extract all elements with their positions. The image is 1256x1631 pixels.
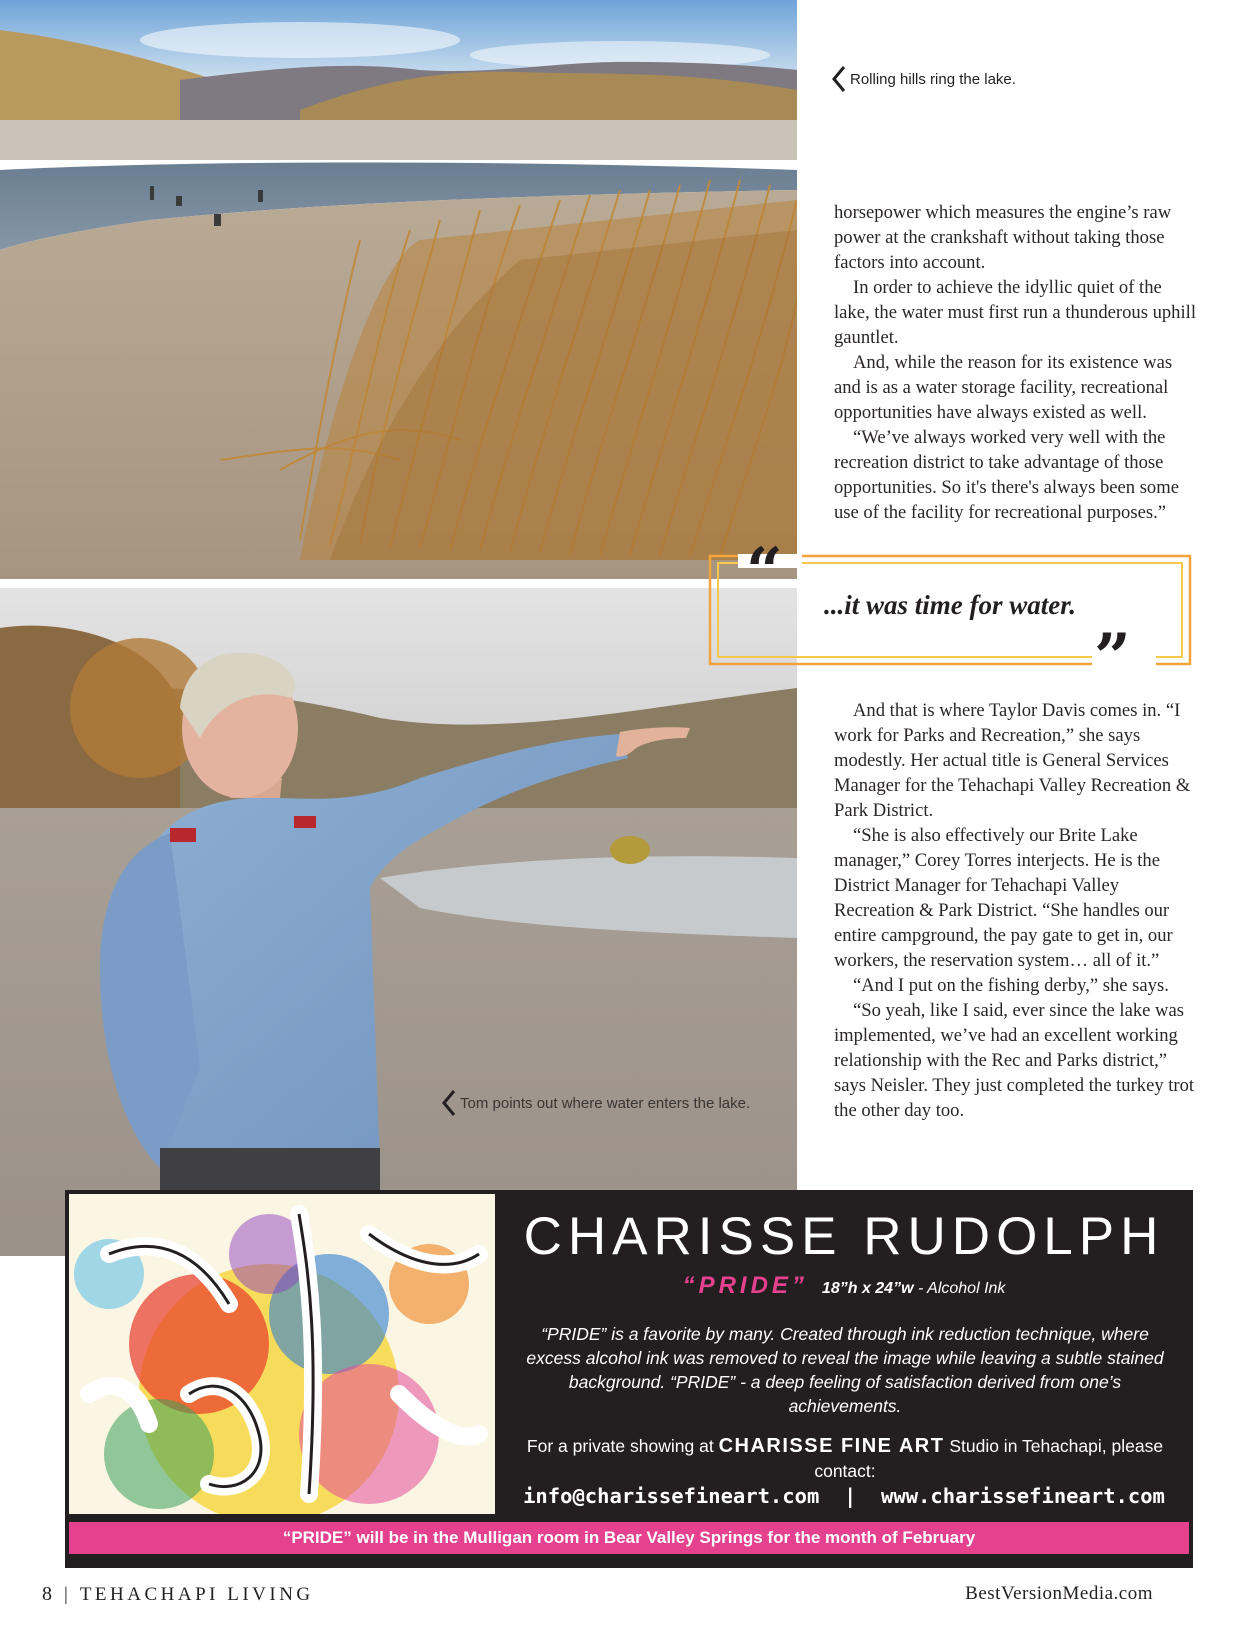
article-column-bottom bbox=[834, 698, 1196, 1123]
chevron-left-icon bbox=[442, 1090, 456, 1116]
pull-quote bbox=[708, 534, 1192, 695]
article-paragraph: In order to achieve the idyllic quiet of the lake, the water must first run a thunderous uphill gauntlet. bbox=[834, 277, 1196, 348]
caption-rolling-hills bbox=[832, 66, 1016, 92]
publication-name: TEHACHAPI LIVING bbox=[79, 1584, 314, 1605]
contact-text bbox=[513, 1434, 1177, 1484]
artwork-title: “PRIDE” bbox=[682, 1272, 808, 1299]
email-link[interactable]: info@charissefineart.com bbox=[523, 1484, 820, 1508]
footer-separator: | bbox=[64, 1584, 68, 1605]
contact-prefix: For a private showing at bbox=[526, 1436, 714, 1456]
article-paragraph: And, while the reason for its existence was and is as a water storage facility, recreational opportunities have always existed as well. bbox=[834, 352, 1173, 423]
ad-banner: “PRIDE” will be in the Mulligan room in Bear Valley Springs for the month of February bbox=[69, 1522, 1189, 1554]
artwork-dimensions: 18”h x 24”w bbox=[821, 1280, 914, 1297]
website-link[interactable]: www.charissefineart.com bbox=[881, 1484, 1165, 1508]
caption-text: Tom points out where water enters the lake. bbox=[460, 1094, 751, 1112]
page-number: 8 bbox=[42, 1583, 52, 1605]
article-paragraph: “So yeah, like I said, ever since the lake was implemented, we’ve had an excellent working relationship with the Rec and Parks district,” says Neisler. They just completed the turkey trot the other day too. bbox=[834, 1000, 1195, 1121]
link-separator: | bbox=[844, 1484, 857, 1508]
studio-name: CHARISSE FINE ART bbox=[718, 1435, 945, 1457]
artwork-description: “PRIDE” is a favorite by many. Created through ink reduction technique, where excess alcohol ink was removed to reveal the image while leaving a subtle stained background. “PRIDE” - a deep feeling of satisfaction derived from one’s achievements. bbox=[526, 1324, 1164, 1416]
lake-photo bbox=[0, 0, 797, 579]
artwork-info bbox=[495, 1272, 1193, 1300]
close-quote-mark: ” bbox=[1094, 620, 1131, 695]
caption-tom-points bbox=[442, 1090, 750, 1116]
caption-text: Rolling hills ring the lake. bbox=[850, 70, 1016, 88]
chevron-left-icon bbox=[832, 66, 846, 92]
artwork-medium: - Alcohol Ink bbox=[913, 1280, 1006, 1297]
pull-quote-text: ...it was time for water. bbox=[823, 590, 1077, 620]
article-paragraph: “We’ve always worked very well with the recreation district to take advantage of those opportunities. So it's there's always been some use of the facility for recreational purposes.” bbox=[834, 427, 1179, 523]
article-paragraph: “And I put on the fishing derby,” she says. bbox=[853, 975, 1169, 996]
charisse-rudolph-ad bbox=[65, 1190, 1193, 1568]
article-paragraph: horsepower which measures the engine’s raw power at the crankshaft without taking those factors into account. bbox=[834, 202, 1172, 273]
contact-suffix: Studio in Tehachapi, please contact: bbox=[814, 1436, 1164, 1481]
open-quote-mark: “ bbox=[746, 534, 783, 609]
man-pointing-photo bbox=[0, 588, 797, 1256]
artist-name: CHARISSE RUDOLPH bbox=[523, 1207, 1165, 1266]
article-column-top bbox=[834, 200, 1196, 525]
contact-links bbox=[495, 1484, 1193, 1508]
footer-folio bbox=[42, 1583, 314, 1606]
article-paragraph: And that is where Taylor Davis comes in. “I work for Parks and Recreation,” she says modestly. Her actual title is General Services Manager for the Tehachapi Valley Recreation & Park District. bbox=[834, 700, 1191, 821]
footer-website[interactable]: BestVersionMedia.com bbox=[965, 1583, 1153, 1604]
pride-artwork bbox=[69, 1194, 495, 1514]
article-paragraph: “She is also effectively our Brite Lake manager,” Corey Torres interjects. He is the District Manager for Tehachapi Valley Recreation & Park District. “She handles our entire campground, the pay gate to get in, our workers, the reservation system… all of it.” bbox=[834, 825, 1173, 971]
